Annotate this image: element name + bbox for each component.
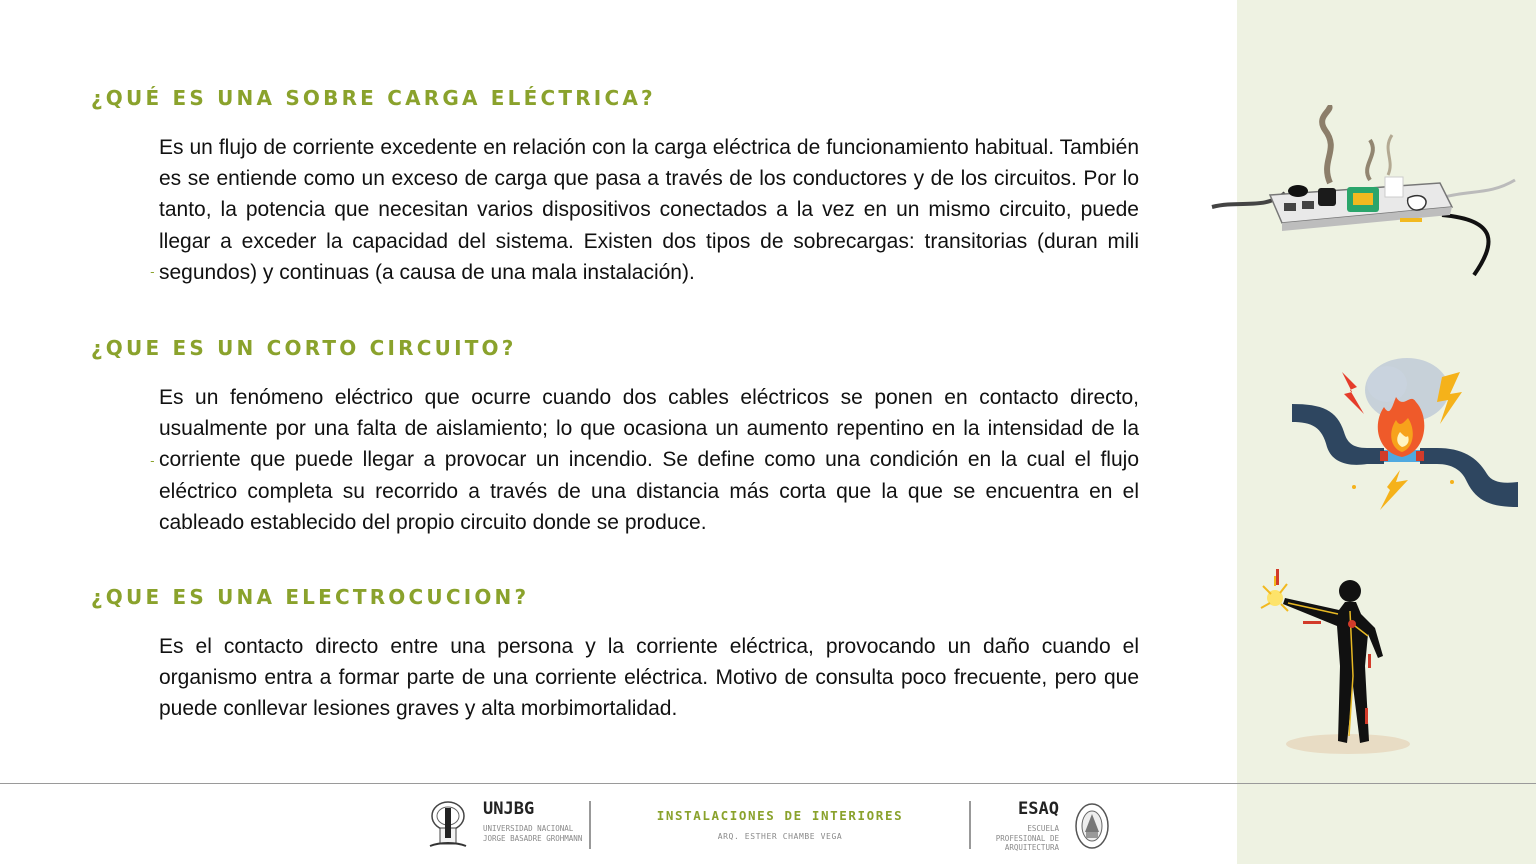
bullet-mark: -: [150, 453, 155, 468]
electrocuted-person-icon: [1243, 566, 1418, 756]
footer-divider-right: [969, 801, 971, 849]
school-seal-icon: [1073, 800, 1111, 852]
paragraph-overload: Es un flujo de corriente excedente en relación con la carga eléctrica de funcionamiento habitual. También es se entiende como un exceso de carga que pasa a través de los conductores y de los circuitos. Por lo tanto, la potencia que necesitan varios dispositivos conectados a la vez en un mismo circuito, puede llegar a exceder la capacidad del sistema. Existen dos tipos de sobrecargas: transitorias (duran mili segundos) y continuas (a causa de una mala instalación).: [159, 136, 1139, 284]
overloaded-power-strip-icon: [1210, 105, 1520, 280]
paragraph-short-circuit: Es un fenómeno eléctrico que ocurre cuando dos cables eléctricos se ponen en contacto directo, usualmente por una falta de aislamiento; lo que ocasiona un aumento repentino en la intensidad de la corriente que puede llegar a provocar un incendio. Se define como una condición en la cual el flujo eléctrico completa su recorrido a través de una distancia más corta que la que se encuentra en el cableado establecido del propio circuito donde se produce.: [159, 386, 1139, 534]
side-panel-footer: [1237, 784, 1536, 864]
university-name: UNJBG: [483, 799, 535, 819]
university-seal-icon: [428, 800, 468, 850]
university-subtitle: UNIVERSIDAD NACIONAL JORGE BASADRE GROHMANN: [483, 824, 583, 843]
course-title: INSTALACIONES DE INTERIORES: [656, 808, 904, 823]
heading-overload: ¿QUÉ ES UNA SOBRE CARGA ELÉCTRICA?: [91, 86, 656, 110]
short-circuit-fire-icon: [1292, 352, 1518, 510]
bullet-mark: -: [150, 264, 155, 279]
footer-divider-left: [589, 801, 591, 849]
heading-electrocution: ¿QUE ES UNA ELECTROCUCION?: [91, 585, 530, 609]
school-subtitle: ESCUELA PROFESIONAL DE ARQUITECTURA: [995, 824, 1059, 853]
teacher-name: ARQ. ESTHER CHAMBE VEGA: [717, 832, 843, 841]
heading-short-circuit: ¿QUE ES UN CORTO CIRCUITO?: [91, 336, 517, 360]
school-name: ESAQ: [1018, 799, 1059, 819]
paragraph-electrocution: Es el contacto directo entre una persona y la corriente eléctrica, provocando un daño cuando el organismo entra a formar parte de una corriente eléctrica. Motivo de consulta poco frecuente, pero que puede conllevar lesiones graves y alta morbimortalidad.: [159, 635, 1139, 721]
